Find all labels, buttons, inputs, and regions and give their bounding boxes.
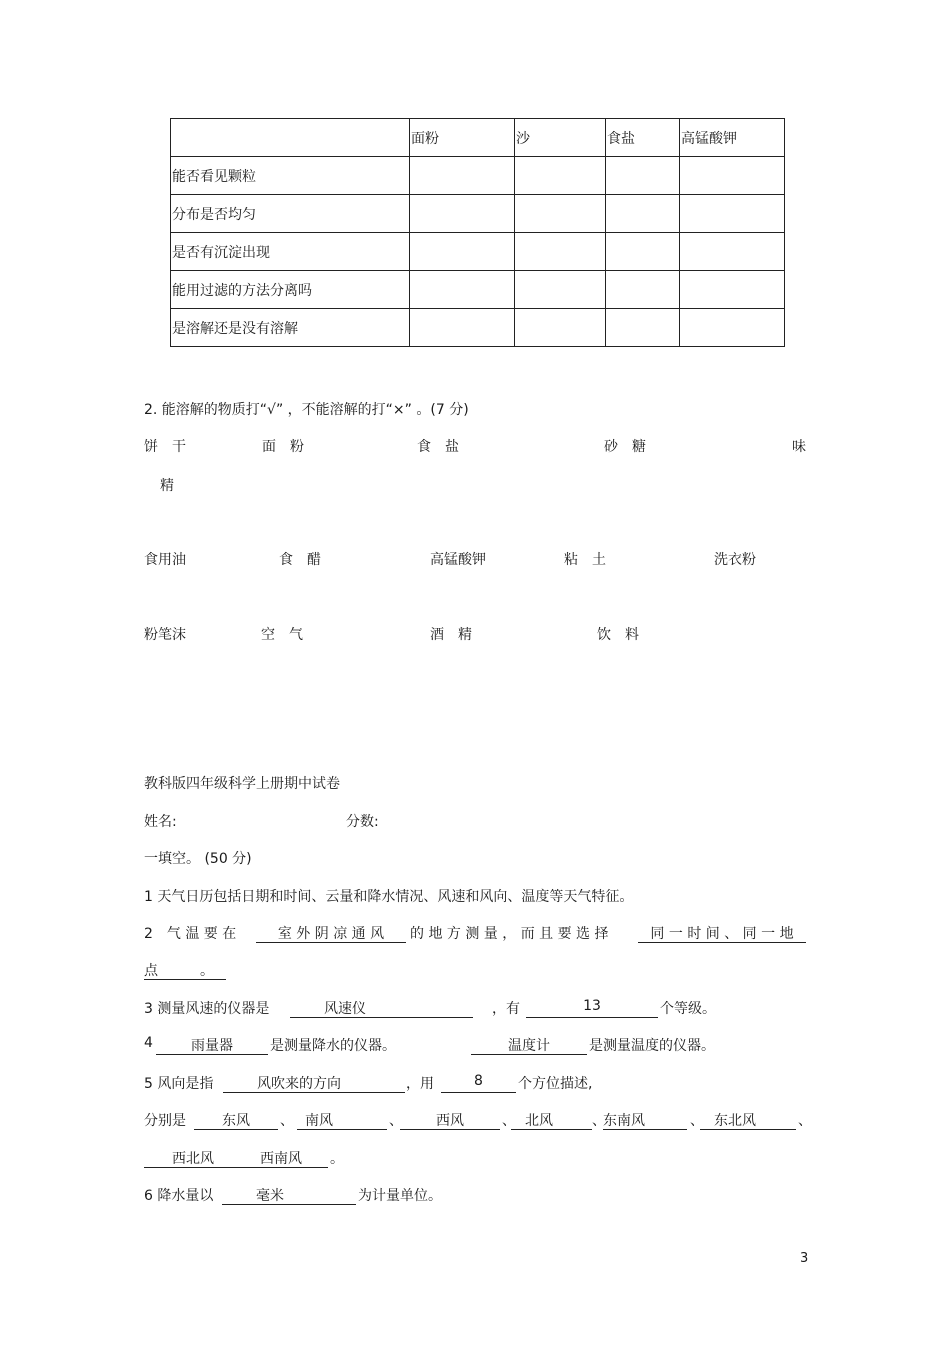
- question-3-text: 3 测量风速的仪器是: [144, 1001, 270, 1017]
- answer-blank: 13: [526, 998, 658, 1018]
- answer-cell[interactable]: [680, 157, 785, 195]
- answer-blank: 点 。: [144, 960, 226, 980]
- section-title: 一填空。 (50 分): [144, 851, 252, 867]
- table-row: [171, 271, 785, 309]
- question-5-text: 5 风向是指: [144, 1076, 214, 1092]
- q2-item: 食 醋: [279, 552, 321, 568]
- answer-blank: 同 一 时 间 、 同 一 地: [638, 923, 806, 943]
- answer-blank: 风速仪: [290, 998, 473, 1018]
- q2-item: 精: [160, 478, 174, 494]
- table-header-cell: 面粉: [410, 119, 515, 157]
- table-header-row: [171, 119, 785, 157]
- score-label: 分数:: [346, 814, 379, 830]
- row-label: 分布是否均匀: [171, 195, 410, 233]
- q2-item: 味: [792, 439, 806, 455]
- answer-blank: 西南风: [242, 1148, 328, 1168]
- answer-blank: 雨量器: [156, 1035, 268, 1055]
- separator: 、: [502, 1113, 516, 1129]
- separator: 、: [690, 1113, 704, 1129]
- row-label: 能用过滤的方法分离吗: [171, 271, 410, 309]
- q2-title: 2. 能溶解的物质打“√” ，不能溶解的打“×” 。(7 分): [144, 402, 469, 418]
- table-row: [171, 195, 785, 233]
- row-label: 是否有沉淀出现: [171, 233, 410, 271]
- question-4-text: 是测量温度的仪器。: [589, 1038, 715, 1054]
- question-2-text: 2 气 温 要 在: [144, 926, 237, 942]
- question-3-text: 个等级。: [660, 1001, 716, 1017]
- q2-item: 饼 干: [144, 439, 186, 455]
- table-row: [171, 309, 785, 347]
- answer-cell[interactable]: [515, 271, 606, 309]
- answer-blank: 东南风: [603, 1110, 687, 1130]
- answer-blank: 西风: [400, 1110, 500, 1130]
- q2-item: 砂 糖: [604, 439, 646, 455]
- q2-item: 高锰酸钾: [430, 552, 486, 568]
- question-5-text: 分别是: [144, 1113, 186, 1129]
- answer-cell[interactable]: [606, 233, 680, 271]
- answer-cell[interactable]: [680, 195, 785, 233]
- q2-item: 食用油: [144, 552, 186, 568]
- separator: 、: [280, 1113, 294, 1129]
- answer-cell[interactable]: [410, 271, 515, 309]
- table-row: [171, 157, 785, 195]
- answer-cell[interactable]: [680, 233, 785, 271]
- answer-blank: 西北风: [144, 1148, 242, 1168]
- question-5-text: ，用: [406, 1076, 434, 1092]
- separator: 。: [330, 1151, 344, 1167]
- q2-item: 空 气: [261, 627, 303, 643]
- answer-blank: 温度计: [471, 1035, 587, 1055]
- q2-item: 酒 精: [430, 627, 472, 643]
- question-2-text: 的 地 方 测 量 ， 而 且 要 选 择: [410, 926, 609, 942]
- answer-blank: 北风: [511, 1110, 592, 1130]
- q2-item: 食 盐: [417, 439, 459, 455]
- answer-cell[interactable]: [606, 157, 680, 195]
- separator: 、: [389, 1113, 403, 1129]
- table-row: [171, 233, 785, 271]
- answer-cell[interactable]: [410, 233, 515, 271]
- answer-blank: 毫米: [222, 1185, 356, 1205]
- answer-blank: 南风: [297, 1110, 387, 1130]
- separator: 、: [798, 1113, 812, 1129]
- answer-blank: 东风: [194, 1110, 278, 1130]
- name-label: 姓名:: [144, 814, 177, 830]
- question-4-text: 4: [144, 1035, 153, 1051]
- answer-cell[interactable]: [515, 157, 606, 195]
- question-6-text: 6 降水量以: [144, 1188, 214, 1204]
- question-5-text: 个方位描述,: [518, 1076, 593, 1092]
- answer-blank: 室 外 阴 凉 通 风: [256, 923, 406, 943]
- table-header-cell: 高锰酸钾: [680, 119, 785, 157]
- answer-cell[interactable]: [680, 309, 785, 347]
- answer-blank: 风吹来的方向: [223, 1073, 405, 1093]
- answer-cell[interactable]: [410, 157, 515, 195]
- q2-item: 粘 土: [564, 552, 606, 568]
- answer-cell[interactable]: [410, 309, 515, 347]
- table-header-cell: [171, 119, 410, 157]
- answer-cell[interactable]: [515, 309, 606, 347]
- answer-cell[interactable]: [515, 233, 606, 271]
- q2-item: 饮 料: [597, 627, 639, 643]
- question-6-text: 为计量单位。: [358, 1188, 442, 1204]
- observation-table: [170, 118, 785, 347]
- question-3-text: ，有: [492, 1001, 520, 1017]
- q2-item: 洗衣粉: [714, 552, 756, 568]
- question-1: 1 天气日历包括日期和时间、云量和降水情况、风速和风向、温度等天气特征。: [144, 889, 634, 905]
- answer-cell[interactable]: [606, 309, 680, 347]
- answer-cell[interactable]: [410, 195, 515, 233]
- row-label: 能否看见颗粒: [171, 157, 410, 195]
- table-header-cell: 沙: [515, 119, 606, 157]
- answer-blank: 东北风: [700, 1110, 796, 1130]
- answer-cell[interactable]: [680, 271, 785, 309]
- row-label: 是溶解还是没有溶解: [171, 309, 410, 347]
- q2-item: 面 粉: [262, 439, 304, 455]
- answer-cell[interactable]: [606, 195, 680, 233]
- exam-title: 教科版四年级科学上册期中试卷: [144, 776, 340, 792]
- answer-blank: 8: [441, 1073, 516, 1093]
- answer-cell[interactable]: [606, 271, 680, 309]
- separator: 、: [592, 1113, 606, 1129]
- table-header-cell: 食盐: [606, 119, 680, 157]
- page-number: 3: [800, 1251, 809, 1266]
- answer-cell[interactable]: [515, 195, 606, 233]
- question-4-text: 是测量降水的仪器。: [270, 1038, 396, 1054]
- q2-item: 粉笔沫: [144, 627, 186, 643]
